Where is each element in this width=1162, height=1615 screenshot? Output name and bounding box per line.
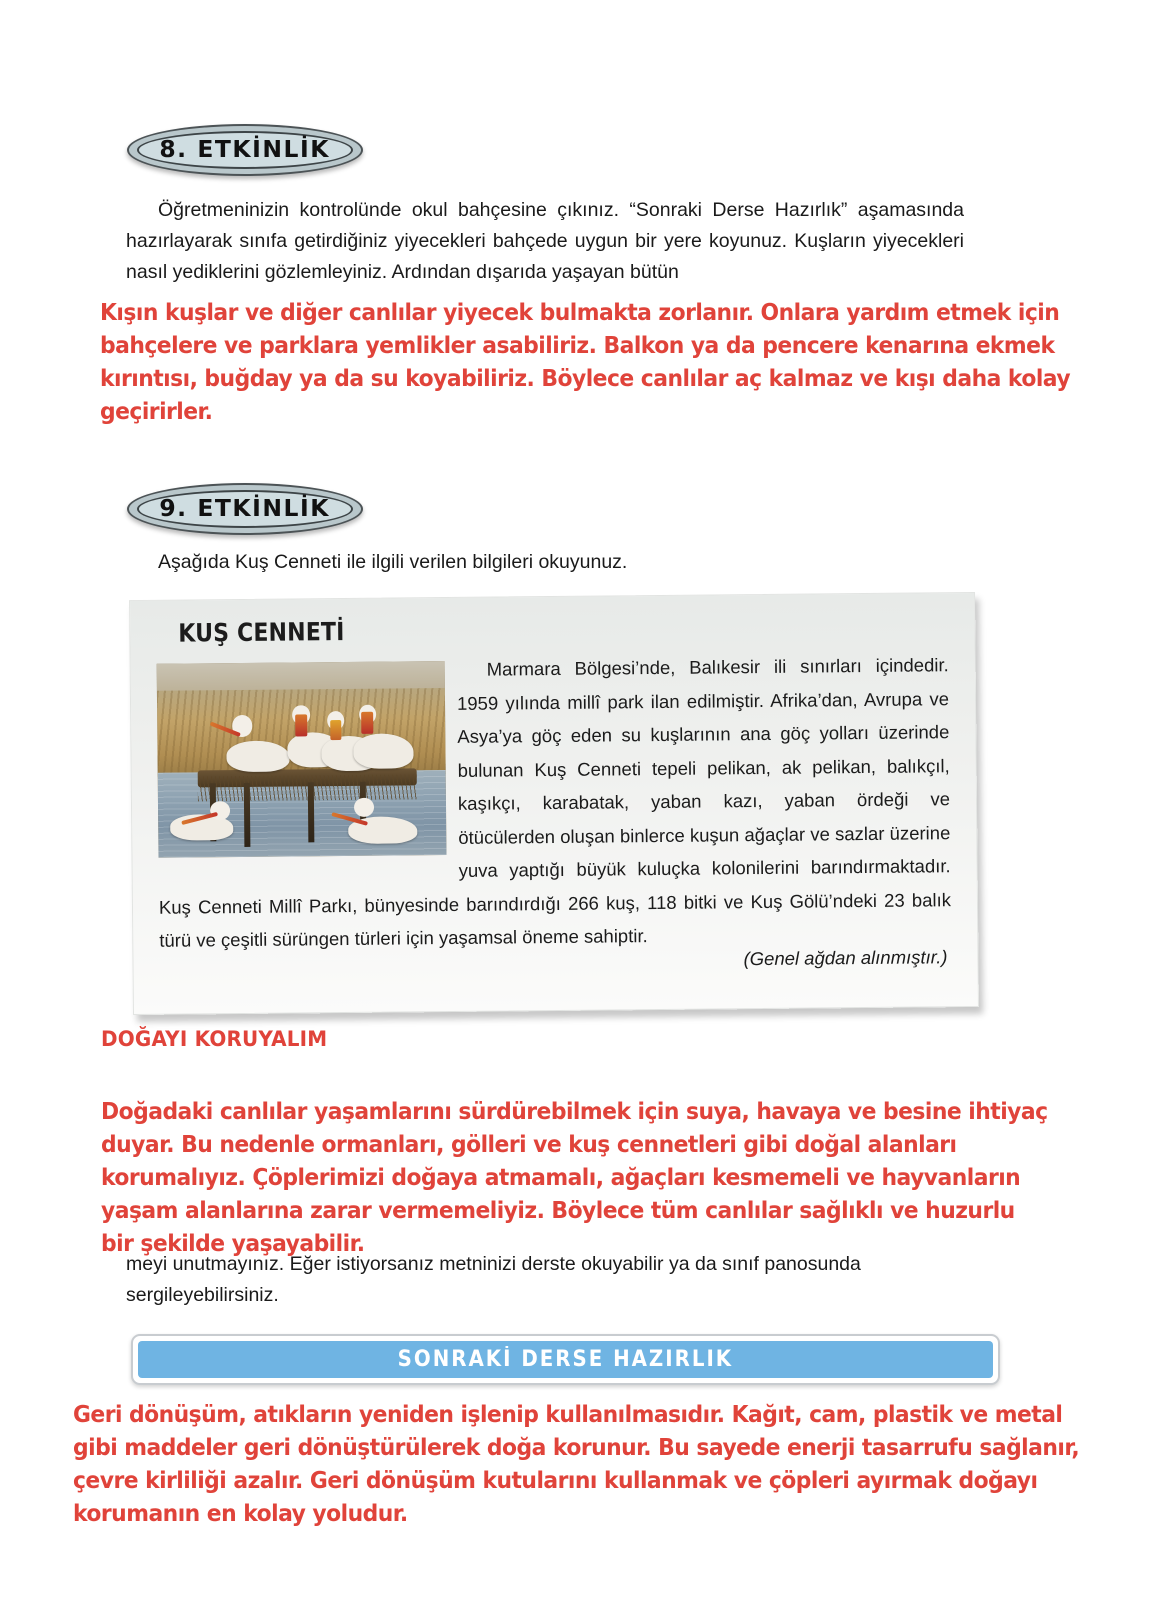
info-box-body-text: Marmara Bölgesi’nde, Balıkesir ili sınırları içindedir. 1959 yılında millî park ilan edilmiştir. Afrika’dan, Avrupa ve Asya’ya göç eden su kuşlarının ana göç yolları üzerinde bulunan Kuş Cenneti tepeli pelikan, ak pelikan, balıkçıl, kaşıkçı, karabatak, yaban kazı, yaban ördeği ve ötücülerden oluşan binlerce kuşun ağaçlar ve sazlar üzerine yuva yaptığı büyük kuluçka kolonilerini barındırmaktadır. Kuş Cenneti Millî Parkı, bünyesinde barındırdığı 266 kuş, 118 bitki ve Kuş Gölü’ndeki 23 balık türü ve çeşitli sürüngen türleri için yaşamsal öneme sahiptir. xyxy=(158,654,952,951)
next-lesson-banner-bar xyxy=(138,1341,993,1378)
activity-9-instruction-text: Aşağıda Kuş Cenneti ile ilgili verilen bilgileri okuyunuz. xyxy=(158,551,628,573)
next-lesson-banner-label: SONRAKİ DERSE HAZIRLIK xyxy=(397,1347,734,1372)
activity-8-answer xyxy=(100,297,1079,429)
info-box-credit: (Genel ağdan alınmıştır.) xyxy=(743,946,948,970)
activity-badge-9 xyxy=(127,483,363,535)
activity-badge-8 xyxy=(127,124,363,176)
photo-pelican-4 xyxy=(353,733,414,768)
activity-9-instruction xyxy=(126,547,964,578)
badge-inner-ring xyxy=(137,131,353,169)
photo-pelican-2-beak xyxy=(295,715,307,736)
photo-pelican-5-head xyxy=(210,801,230,821)
photo-post-2 xyxy=(244,783,251,847)
pelican-photo xyxy=(157,661,447,858)
nature-section-heading: DOĞAYI KORUYALIM xyxy=(101,1027,328,1051)
badge-outer-ring-9 xyxy=(127,483,363,535)
photo-pelican-4-beak xyxy=(362,712,374,733)
badge-inner-ring-9 xyxy=(137,490,353,528)
activity-9-label: 9. ETKİNLİK xyxy=(159,496,331,522)
next-lesson-banner xyxy=(131,1334,1000,1385)
nature-section-answer-text: Doğadaki canlılar yaşamlarını sürdürebilmek için suya, havaya ve besine ihtiyaç duyar. Bu nedenle ormanları, gölleri ve kuş cennetleri gibi doğal alanları korumalıyız. Çöplerimizi doğaya atmamalı, ağaçları kesmemeli ve hayvanların yaşam alanlarına zarar vermemeliyiz. Böylece tüm canlılar sağlıklı ve huzurlu bir şekilde yaşayabilir. xyxy=(101,1099,1048,1257)
info-box-title: KUŞ CENNETİ xyxy=(178,617,345,648)
nature-section-answer xyxy=(101,1096,1051,1261)
nature-section-continuation-text: meyi unutmayınız. Eğer istiyorsanız metninizi derste okuyabilir ya da sınıf panosunda sergileyebilirsiniz. xyxy=(126,1253,861,1306)
activity-8-answer-text: Kışın kuşlar ve diğer canlılar yiyecek bulmakta zorlanır. Onlara yardım etmek için bahçelere ve parklara yemlikler asabiliriz. Balkon ya da pencere kenarına ekmek kırıntısı, buğday ya da su koyabiliriz. Böylece canlılar aç kalmaz ve kışı daha kolay geçirirler. xyxy=(100,300,1071,425)
next-lesson-answer-text: Geri dönüşüm, atıkların yeniden işlenip kullanılmasıdır. Kağıt, cam, plastik ve metal gibi maddeler geri dönüştürülerek doğa korunur. Bu sayede enerji tasarrufu sağlanır, çevre kirliliği azalır. Geri dönüşüm kutularını kullanmak ve çöpleri ayırmak doğayı korumanın en kolay yoludur. xyxy=(73,1402,1080,1527)
nature-section-continuation xyxy=(126,1249,978,1311)
photo-post-3 xyxy=(308,783,315,843)
badge-outer-ring xyxy=(127,124,363,176)
next-lesson-answer xyxy=(73,1399,1090,1531)
kus-cenneti-info-box xyxy=(129,592,979,1015)
activity-8-label: 8. ETKİNLİK xyxy=(159,137,331,163)
activity-8-instruction xyxy=(126,195,964,288)
activity-8-instruction-text: Öğretmeninizin kontrolünde okul bahçesine çıkınız. “Sonraki Derse Hazırlık” aşamasında hazırlayarak sınıfa getirdiğiniz yiyecekleri bahçede uygun bir yere koyunuz. Kuşların yiyecekleri nasıl yediklerini gözlemleyiniz. Ardından dışarıda yaşayan bütün xyxy=(126,199,964,283)
photo-pelican-3-beak xyxy=(330,720,342,740)
